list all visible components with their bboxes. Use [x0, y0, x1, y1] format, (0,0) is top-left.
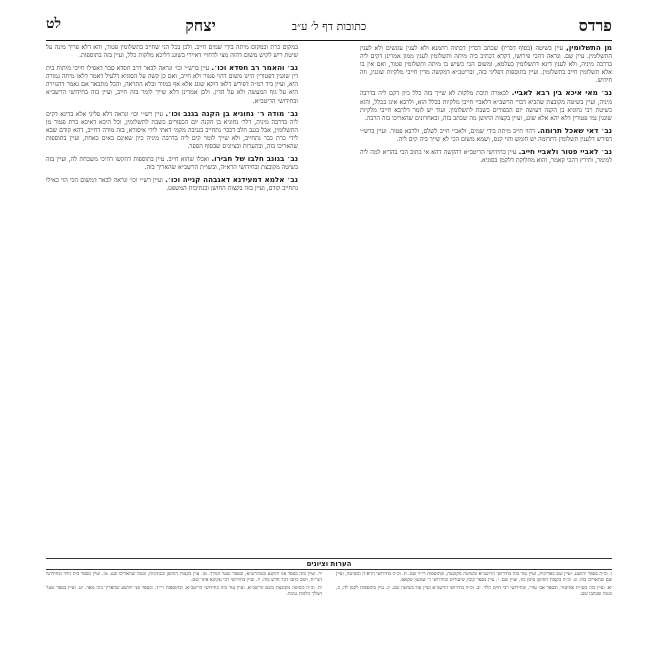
- header-right-title: פרדס: [578, 16, 612, 35]
- note: ז. וכ״ה בספר יהושע, ועיין שם באריכות, ועיין עוד בזה בחידושי הריטב״א ובשיטה מקובצת, ובתוספות רי״ד שם. ח. וכ״ה בחידושי הרא״ה ובשיטה, ועיין שם שהאריכו בזה. ט. וכ״ה בקצות החושן סימן כח, ועיין שם. י. עיין בספר קובץ שיעורים ובחידושי ר׳ שמעון שקאפ.: [336, 572, 612, 583]
- paragraph-lead: נב׳ דאי שאכל תרומה.: [537, 125, 612, 135]
- paragraph-text: עיין רש״י וכו׳ ונראה דלא פליגי אלא בדינא דקים ליה בדרבה מיניה, דלר׳ נחוניא בן הקנה יום הכפורים כשבת לתשלומין, וכל היכא דאיכא כרת פטור מן התשלומין, אבל בגנב חלב דכבר נתחייב בגניבה מקמי דאתי לידי איסורא, בזה מודה דחייב, דהא קודם שבא לידי כרת כבר נתחייב, ולא שייך לומר קים ליה בדרבה מיניה כיון שאינם באים כאחת, ועיין בתוספות שהאריכו בזה, ובהערות ובציונים שבסוף הספר.: [46, 110, 298, 151]
- header-rule: [46, 40, 612, 41]
- paragraph-text: ואכלו שהוא חייב. עיין בתוספות דהקשו דהיכי משכחת לה, ועיין בזה בשיטה מקובצת ובחידושי הרא״ה, ובשו״ת הרשב״א שהאריך בזה.: [46, 156, 298, 172]
- note: יד. ועיין בזה בספר פני יהושע ובמהרש״א, ובספר שער המלך. טו. עיין בקצות החושן ובנתיבות, ובמה שהאריכו שם. טז. ועיין בספר בית הלוי ובחידושי הגר״ח, ושם כתבו דבר חדש בזה. יז. ועיין בחידושי רבי עקיבא איגר שם.: [46, 572, 322, 583]
- header-folio: כתובות דף ל׳ ע״ב: [291, 20, 367, 33]
- paragraph: [46, 44, 298, 60]
- notes-right-column: [336, 572, 612, 648]
- page-header: [46, 14, 612, 40]
- right-text-column: [360, 44, 612, 554]
- paragraph-text: דהוי חייב מיתה בידי שמים, ולאביי חייב לשלם, ולרבא פטור. ועיין ברש״י דפירש דלענין תשלומין דתרומה יש חומש והוי קנס, ושמא משום הכי לא שייך ביה קים ליה.: [360, 127, 612, 143]
- paragraph-lead: נב׳ אלמא דמעידנא דאגבהה קנייה וכו׳.: [165, 175, 298, 185]
- paragraph-text: במקום כרת ובמקום מיתה בידי שמים חייב. ולכן בכל הני שחייב בתשלומין פטור, והא דלא פריך מינה על שיטת ריש לקיש משום דהוה מצי לדחויי דאיירי בשוגג דליכא מלקות כלל, ועיין בזה בתוספות.: [46, 44, 298, 60]
- paragraph-text: ועיין רש״י וכו׳ ונראה לבאר דמשום הכי הוי כאילו נתחייב קודם, ועיין בזה בקצות החושן ובנתיבות המשפט.: [46, 177, 298, 193]
- paragraph: [360, 148, 612, 165]
- paragraph-text: לכאורה תיבת מלקות לא שייך בזה כלל כיון דקם ליה בדרבה מיניה, ועיין בשיטה מקובצת שהביא דברי הרשב״א דלאביי חייבי מלקיות בכלל הוא, ולרבא אינו בכלל, והוא כשיטת רבי נחוניא בן הקנה דעושה יום הכפורים כשבת לתשלומין. ועוד יש לומר דלרבא חייבי מלקיות שוגגין נמי פטורין דלא יהא אלא שוגג, ועיין בקצות החושן מה שכתב בזה, ובאחרונים שהאריכו בזה הרבה.: [360, 90, 612, 122]
- note: יח. וכ״ה בשיטה מקובצת בשם הרשב״א, ועיין עוד בזה בחידושי הריטב״א, ובתוספות רי״ד, ובספר פני יהושע שהאריך בזה מאד. יט. ועיין בספר שער המלך הלכות גניבה.: [46, 586, 322, 597]
- paragraph-lead: נב׳ והאמר רב חסדא וכו׳.: [211, 63, 298, 73]
- paragraph: [46, 110, 298, 151]
- page-number: לט: [46, 16, 62, 32]
- paragraph-lead: נב׳ מודה ר׳ נחוניא בן הקנה בגנב וכו׳.: [165, 108, 298, 118]
- paragraph: [360, 89, 612, 122]
- paragraph-text: עיין בשיטה (בסוף דבריו) שכתב דבדין דכתוה רחמנא ולא לענין עונשים ולא לענין התשלומין. עיין שם. ונראה דהכי פירושו, דקרא דכתיב ביה מיתה ותשלומין לענין ממון אמרינן דקים ליה בדרבה מיניה, ולא לענין דינא דתשלומין בעלמא, ומשום הכי כשיש בו מיתה ותשלומין פטור, ואם אין בו אלא תשלומין חייב בתשלומין. ועיין בתוספות דפליגי בזה, ובריטב״א דמקשה מדין חייבי מלקיות שוגגין, וזה חידוש.: [360, 45, 612, 85]
- paragraph: [46, 64, 298, 105]
- header-center-title: יצחק: [185, 16, 216, 35]
- paragraph: [360, 127, 612, 144]
- paragraph-lead: נב׳ בגונב חלבו של חבירו.: [211, 154, 298, 164]
- notes-left-column: [46, 572, 322, 648]
- paragraph-lead: נב׳ מאי איכא בין רבא לאביי.: [511, 88, 612, 98]
- paragraph: [46, 176, 298, 193]
- notes-title: הערות וציונים: [46, 558, 612, 570]
- left-text-column: [46, 44, 298, 554]
- paragraph-text: עיין ברש״י וכו׳ ונראה לבאר דרב חסדא סבר דאפילו חייבי מיתות בית דין שוגגין דפטורין היינו משום דהוי פטור ולא חייב, ואם כן קשה על הסוגיא דלעיל דאמר דלאו מיתה גמורה היא, ועיין ביד רמ״ה דפירש דלאו דוקא שוגג אלא אף במזיד ובלא התראה, והכל מתבאר אם נאמר דהגזירה היא על גוף המעשה ולא על הדין. ולכן אמרינן דלא שייך לומר בזה חייב, ועיין בזה בחידושי הרשב״א ובחידושי הריטב״א.: [46, 65, 298, 105]
- paragraph-lead: מן התשלומין,: [566, 44, 612, 52]
- paragraph-text: עיין בחידושי הריטב״א דהקשה דהא אי כתוב הכי בהדיא למה ליה למימר, ותירץ דהכי קאמר, והוא מחלוקת דלקמן בסוגיא.: [360, 149, 612, 165]
- note: יא. ועיין בזה בשו״ת אחיעזר, ובספר אבי עזרי, ובחידושי רבי חיים הלוי. יב. וכ״ה בחידושי הרשב״א ועיין עוד בשיטה שם. יג. עיין בתוספות לקמן לה, ב, ובמה שכתבו שם.: [336, 586, 612, 597]
- paragraph-lead: נב׳ לאביי פטור ולאביי חייב.: [518, 147, 612, 157]
- paragraph: [46, 155, 298, 172]
- paragraph: [360, 44, 612, 85]
